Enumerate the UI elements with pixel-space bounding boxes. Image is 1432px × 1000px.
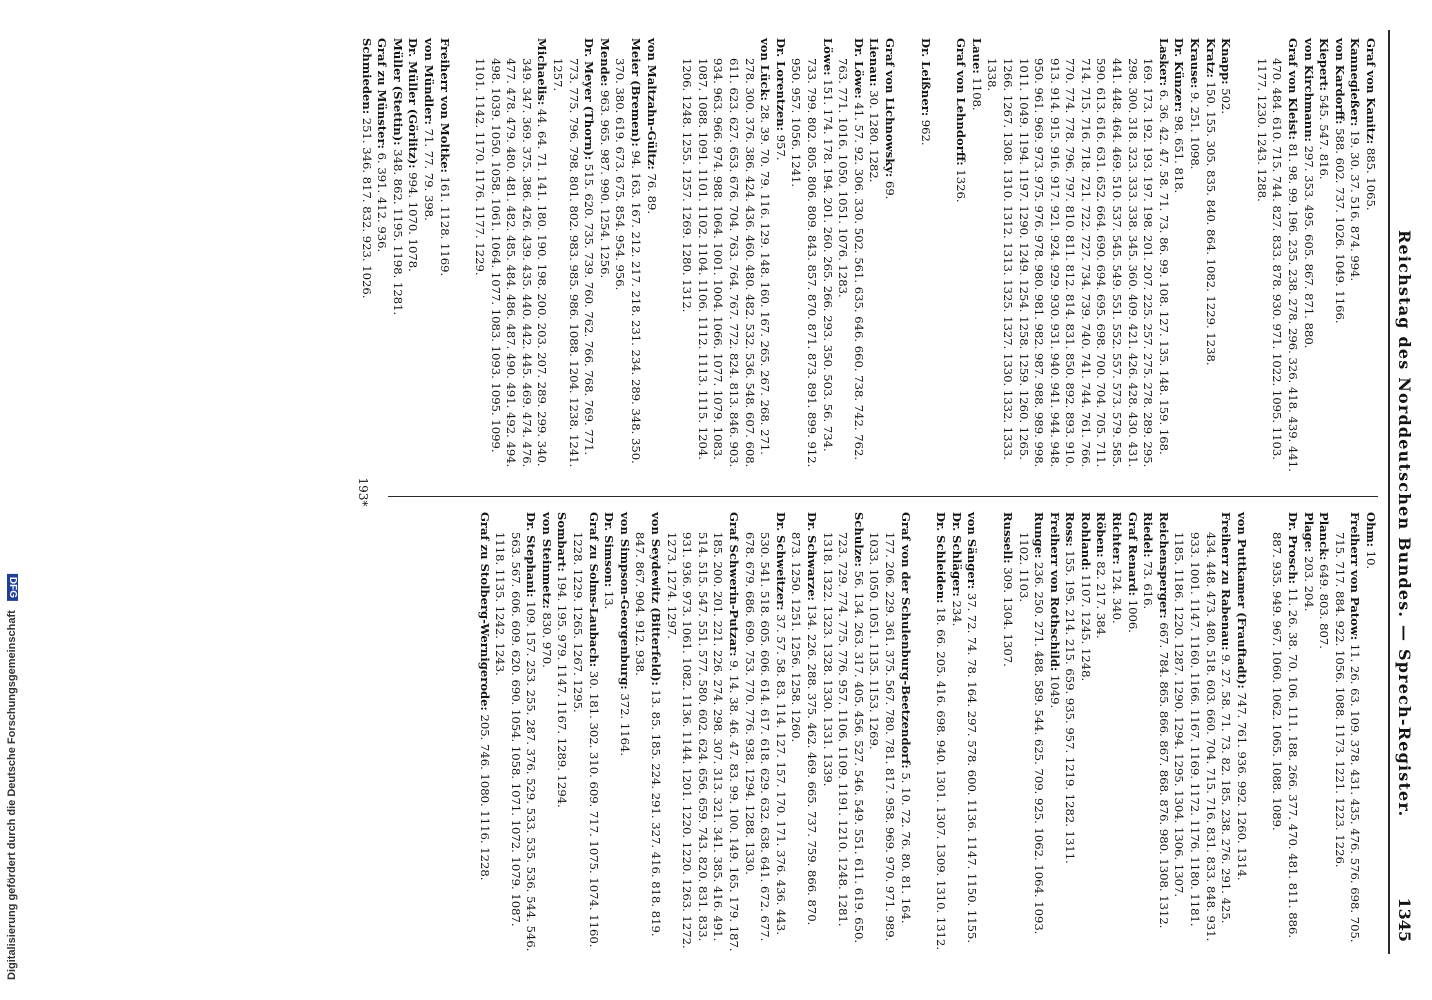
register-entry bbox=[1331, 38, 1347, 478]
speaker-name: von Kardorff: bbox=[1332, 38, 1347, 125]
register-entry bbox=[1362, 38, 1378, 478]
register-entry bbox=[1300, 38, 1316, 478]
page-references: 76. 89. bbox=[644, 173, 659, 215]
speaker-name: Lasker: bbox=[1156, 38, 1171, 86]
speaker-name: Planck: bbox=[1317, 512, 1332, 561]
speaker-name: Röben: bbox=[1094, 512, 1109, 558]
register-entry bbox=[741, 512, 788, 952]
page-references: 309. 1304. 1307. bbox=[1000, 567, 1015, 667]
speaker-name: Richter: bbox=[1110, 512, 1125, 565]
page-references: 11. 26. 63. 109. 378. 431. 435. 476. 576. 698. 705. 715. 717. 884. 922. 1056. 1088. 1173. 1221. 1223. 1226. bbox=[1332, 532, 1363, 943]
page-references: 37. 72. 74. 78. 164. 297. 578. 600. 1136. 1147. 1150. 1155. bbox=[965, 592, 980, 944]
register-entry bbox=[476, 512, 492, 952]
page-references: 251. 346. 817. 832. 923. 1026. bbox=[359, 117, 374, 299]
page-references: 69. bbox=[882, 180, 897, 200]
register-entry bbox=[1316, 38, 1332, 478]
register-entry bbox=[948, 512, 964, 952]
register-entry bbox=[1269, 512, 1300, 952]
page-references: 348. 862. 1195. 1198. 1281. bbox=[390, 149, 405, 316]
register-entry bbox=[917, 38, 933, 478]
speaker-name: Dr. Schläger: bbox=[949, 512, 964, 597]
speaker-name: Dr. Müller (Görlitz): bbox=[406, 38, 421, 169]
page-references: 372. 1164. bbox=[617, 693, 632, 757]
speaker-name: Dr. Lorentzen: bbox=[773, 38, 788, 131]
page-references: 13. 85. 185. 224. 291. 327. 416. 818. 819. 847. 867. 904. 912. 938. bbox=[633, 532, 664, 937]
speaker-name: von Simpson-Georgenburg: bbox=[617, 512, 632, 690]
page-references: 161. 1128. 1169. bbox=[437, 176, 452, 277]
speaker-name: Löwe: bbox=[820, 38, 835, 76]
page-references: 150. 155. 305. 835. 840. 864. 1082. 1229. 1238. bbox=[1203, 81, 1218, 366]
register-entry bbox=[1155, 512, 1171, 952]
speaker-name: von Mündler: bbox=[421, 38, 436, 125]
page-number: 1345 bbox=[1395, 897, 1414, 942]
speaker-name: von Lück: bbox=[758, 38, 773, 101]
register-entry bbox=[492, 512, 539, 952]
register-entry bbox=[999, 512, 1015, 952]
speaker-name: von Kirchmann: bbox=[1301, 38, 1316, 142]
dfg-logo-icon: DFG bbox=[7, 574, 18, 601]
register-entry bbox=[881, 38, 897, 478]
page-references: 81. 98. 99. 196. 235. 238. 278. 296. 326. 418. 439. 441. 470. 484. 610. 715. 744. 827. 833. 878. 930. 971. 1022. 1095. 1103. 1177. 1230. 1243. 1288. bbox=[1254, 58, 1301, 472]
speaker-name: Russell: bbox=[1000, 512, 1015, 564]
register-entry bbox=[1362, 512, 1378, 952]
page-references: 11. 26. 38. 70. 106. 111. 188. 266. 377. 470. 481. 811. 886. 887. 935. 949. 967. 1060. 1062. 1065. 1088. 1089. bbox=[1270, 532, 1301, 939]
page-references: 134. 226. 288. 375. 462. 469. 665. 737. 759. 866. 870. 873. 1250. 1251. 1256. 1258. 1260. bbox=[789, 532, 819, 926]
register-entry bbox=[1015, 512, 1046, 952]
speaker-name: Mende: bbox=[597, 38, 612, 87]
speaker-name: Rohland: bbox=[1078, 512, 1093, 571]
register-entry bbox=[1300, 512, 1316, 952]
page-references: 962. bbox=[918, 119, 933, 146]
speaker-name: von Puttkamer (Frauftadt): bbox=[1234, 512, 1249, 689]
page-references: 234. bbox=[949, 600, 964, 627]
speaker-name: Graf zu Stolberg-Wernigerode: bbox=[477, 512, 492, 711]
register-entry bbox=[866, 512, 913, 952]
speaker-name: Freiherr von Rothschild: bbox=[1047, 512, 1062, 672]
register-entry bbox=[1331, 512, 1362, 952]
speaker-name: Schmieden: bbox=[359, 38, 374, 115]
register-entry bbox=[1093, 512, 1109, 952]
speaker-name: Dr. Meyer (Thorn): bbox=[582, 38, 597, 161]
register-entry bbox=[964, 512, 980, 952]
speaker-name: Kratz: bbox=[1203, 38, 1218, 78]
register-entry bbox=[1062, 512, 1078, 952]
register-entry bbox=[788, 512, 819, 952]
speaker-name: Dr. Simson: bbox=[602, 512, 617, 588]
speaker-name: Knapp: bbox=[1219, 38, 1234, 85]
register-entry bbox=[1233, 512, 1249, 952]
page-references: 109. 157. 253. 255. 287. 376. 529. 533. 535. 536. 544. 546. 563. 567. 606. 609. 620. 690. 1054. 1058. 1071. 1072. 1079. 1087. 1118. 1135. 1242. 1243. bbox=[493, 532, 539, 952]
speaker-name: Graf zu Solms-Laubach: bbox=[586, 512, 601, 668]
register-entry bbox=[788, 38, 835, 478]
speaker-name: von Steinmetz: bbox=[539, 512, 554, 609]
register-entry bbox=[632, 512, 663, 952]
speaker-name: Graf von Lehndorff: bbox=[954, 38, 969, 166]
register-entry bbox=[1316, 512, 1332, 952]
register-entry bbox=[819, 512, 866, 952]
speaker-name: Riedel: bbox=[1141, 512, 1156, 558]
page-references: 545. 547. 816. bbox=[1317, 94, 1332, 180]
register-entry bbox=[984, 38, 1171, 478]
page-references: 71. 77. 79. 398. bbox=[421, 128, 436, 221]
register-entry bbox=[389, 38, 405, 478]
register-entry bbox=[1140, 512, 1156, 952]
speaker-name: Graf von Lichnowsky: bbox=[882, 38, 897, 178]
speaker-name: Dr. Stephani: bbox=[524, 512, 539, 598]
register-entry bbox=[1186, 38, 1202, 478]
speaker-name: Schulze: bbox=[851, 512, 866, 567]
speaker-name: Dr. Schweitzer: bbox=[773, 512, 788, 611]
page-references: 236. 250. 271. 488. 589. 544. 625. 709. 925. 1062. 1064. 1093. 1102. 1103. bbox=[1016, 532, 1047, 935]
speaker-name: Plage: bbox=[1301, 512, 1316, 553]
page-references: 649. 803. 807. bbox=[1317, 564, 1332, 649]
speaker-name: Graf Renard: bbox=[1125, 512, 1140, 596]
register-entry bbox=[596, 38, 612, 478]
register-entry bbox=[1171, 38, 1187, 478]
register-entry bbox=[1253, 38, 1300, 478]
page-references: 205. 746. 1080. 1116. 1228. bbox=[477, 714, 492, 881]
speaker-name: Dr. Löwe: bbox=[851, 38, 866, 99]
page-references: 56. 134. 263. 317. 405. 456. 527. 546. 549. 551. 611. 619. 650. 723. 729. 774. 775. 776. 957. 1106. 1109. 1191. 1210. 1248. 1281. 1318. 1322. 1323. 1328. 1330. 1331. 1339. bbox=[820, 532, 866, 944]
page-references: 41. 57. 92. 306. 330. 502. 561. 635. 646. 660. 738. 742. 762. 763. 771. 1016. 1050. 1051. 1076. 1283. bbox=[836, 58, 866, 461]
register-entry bbox=[538, 512, 554, 952]
sheet-signature: 193* bbox=[356, 477, 370, 507]
page-references: 6. 391. 412. 936. bbox=[375, 152, 390, 253]
register-entry bbox=[612, 38, 643, 478]
page-references: 1107. 1245. 1248. bbox=[1078, 574, 1093, 682]
page-references: 13. bbox=[602, 590, 617, 610]
page-references: 10. bbox=[1364, 550, 1378, 570]
speaker-name: Runge: bbox=[1032, 512, 1047, 559]
speaker-name: Graf von der Schulenburg-Beetzendorf: bbox=[898, 512, 913, 769]
page-references: 6. 36. 42. 47. 58. 71. 73. 86. 99. 108. 127. 135. 148. 159. 168. 169. 173. 192. 193. 197. 198. 201. 207. 225. 257. 275. 278. 289. 295. 298. 300. 318. 323. 333. 338. 345. 360. 409. 421. 426. 428. 430. 431. 441. 448. 464. 469. 510. 537. 545. 549. 551. 552. 557. 573. 579. 585. 590. 613. 616. 631. 652. 664. 690. 694. 695. 698. 700. 704. 705. 711. 714. 715. 716. 718. 721. 722. 727. 734. 739. 740. 741. 744. 761. 766. 770. 774. 778. 796. 797. 810. 811. 812. 814. 831. 850. 892. 893. 910. 913. 914. 915. 916. 917. 921. 924. 929. 930. 931. 940. 941. 944. 948. 950. 961. 969. 973. 975. 976. 978. 980. 981. 982. 987. 988. 989. 998. 1011. 1049. 1194. 1197. 1290. 1249. 1254. 1258. 1259. 1260. 1265. 1266. 1267. 1308. 1310. 1312. 1313. 1325. 1327. 1330. 1332. 1333. 1338. bbox=[985, 58, 1171, 468]
register-entry bbox=[866, 38, 882, 478]
speaker-name: Reichensperger: bbox=[1156, 512, 1171, 619]
speaker-name: Dr. Leißner: bbox=[918, 38, 933, 117]
speaker-name: Kiepert: bbox=[1317, 38, 1332, 92]
register-entry bbox=[554, 512, 570, 952]
register-entry bbox=[616, 512, 632, 952]
register-entry bbox=[436, 38, 452, 478]
register-entry bbox=[772, 38, 788, 478]
register-entry bbox=[1077, 512, 1093, 952]
page-references: 30. 181. 302. 310. 609. 717. 1075. 1074. 1160. 1228. 1229. 1265. 1267. 1295. bbox=[571, 532, 601, 948]
speaker-name: Michaelis: bbox=[535, 38, 550, 106]
register-entry bbox=[374, 38, 390, 478]
page-references: 82. 217. 384. bbox=[1094, 561, 1109, 639]
page-references: 155. 195. 214. 215. 659. 935. 957. 1219. 1282. 1311. bbox=[1063, 550, 1078, 864]
register-entry bbox=[405, 38, 421, 478]
register-entry bbox=[1347, 38, 1363, 478]
speaker-name: Lienau: bbox=[867, 38, 882, 87]
page-references: 28. 39. 70. 79. 116. 129. 148. 160. 167. 265. 267. 268. 271. 278. 300. 376. 386. 424. 436. 460. 480. 482. 532. 536. 548. 607. 608. 611. 623. 627. 653. 676. 704. 763. 764. 767. 772. 824. 813. 846. 903. 934. 963. 966. 974. 988. 1064. 1001. 1004. 1066. 1077. 1079. 1083. 1087. 1088. 1091. 1101. 1102. 1104. 1106. 1112. 1113. 1115. 1204. 1206. 1248. 1255. 1257. 1269. 1280. 1312. bbox=[680, 58, 773, 468]
page-references: 1049. bbox=[1047, 674, 1062, 709]
page-references: 9. 251. 1098. bbox=[1188, 92, 1203, 170]
page-references: 124. 340. bbox=[1110, 568, 1125, 624]
page-references: 9. 14. 38. 46. 47. 83. 99. 100. 149. 165. 179. 187. 185. 200. 201. 221. 226. 274. 298. 307. 313. 321. 341. 385. 416. 491. 514. 515. 547. 551. 577. 580. 602. 624. 656. 659. 743. 820. 831. 833. 931. 936. 973. 1061. 1082. 1136. 1144. 1201. 1220. 1220. 1263. 1272. 1273. 1274. 1297. bbox=[664, 532, 742, 952]
digitization-note-text: Digitalisierung gefördert durch die Deutsche Forschungsgemeinschaft bbox=[6, 610, 18, 980]
speaker-name: von Maltzahn-Gültz: bbox=[644, 38, 659, 170]
page-references: 18. 66. 205. 416. 698. 940. 1301. 1307. 1309. 1310. 1312. bbox=[934, 607, 949, 951]
page-references: 1006. bbox=[1125, 599, 1140, 633]
page-references: 747. 761. 936. 992. 1260. 1314. bbox=[1234, 692, 1249, 881]
register-columns bbox=[68, 30, 1378, 954]
register-entry bbox=[968, 38, 984, 478]
register-entry bbox=[570, 512, 601, 952]
speaker-name: Graf von Kanitz: bbox=[1364, 38, 1378, 145]
page-references: 9. 27. 58. 71. 73. 82. 185. 238. 276. 291. 425. 434. 448. 473. 480. 518. 603. 660. 704. 715. 716. 831. 833. 848. 931. 933. 1001. 1147. 1160. 1166. 1167. 1169. 1172. 1176. 1180. 1181. 1185. 1186. 1220. 1287. 1290. 1294. 1295. 1304. 1306. 1307. bbox=[1172, 532, 1234, 942]
register-entry bbox=[1171, 512, 1233, 952]
page-references: 502. bbox=[1219, 88, 1234, 115]
page-references: 885. 1065. bbox=[1364, 147, 1378, 211]
page-references: 515. 620. 735. 739. 760. 762. 766. 768. 769. 771. 773. 775. 796. 798. 801. 802. 983. 985. 986. 1088. 1204. 1238. 1241. 1257. bbox=[551, 58, 597, 468]
register-entry bbox=[1046, 512, 1062, 952]
page-references: 98. 651. 818. bbox=[1172, 115, 1187, 194]
speaker-name: Freiherr von Moltke: bbox=[437, 38, 452, 173]
register-entry bbox=[550, 38, 597, 478]
register-entry bbox=[420, 38, 436, 478]
register-entry bbox=[472, 38, 550, 478]
speaker-name: Dr. Künzer: bbox=[1172, 38, 1187, 113]
speaker-name: Krause: bbox=[1188, 38, 1203, 89]
speaker-name: Dr. Schwarze: bbox=[805, 512, 819, 601]
column-divider bbox=[388, 496, 1378, 497]
speaker-name: Dr. Schleiden: bbox=[934, 512, 949, 604]
page-references: 957. bbox=[773, 134, 788, 161]
page-references: 1108. bbox=[969, 77, 984, 111]
speaker-name: Meier (Bremen): bbox=[629, 38, 644, 147]
register-entry bbox=[643, 38, 659, 478]
register-entry bbox=[663, 512, 741, 952]
page-references: 5. 10. 72. 76. 80. 81. 164. 177. 206. 229. 361. 375. 567. 780. 781. 817. 958. 969. 970. 971. 989. 1033. 1050. 1051. 1135. 1153. 1269. bbox=[867, 532, 913, 942]
page-header bbox=[1388, 30, 1418, 954]
speaker-name: Graf zu Münster: bbox=[375, 38, 390, 149]
speaker-name: von Seydewitz (Bitterfeld): bbox=[649, 512, 664, 686]
digitization-note bbox=[6, 340, 18, 980]
page-references: 830. 970. bbox=[539, 612, 554, 668]
right-column bbox=[476, 512, 1378, 952]
speaker-name: Ross: bbox=[1063, 512, 1078, 547]
register-entry bbox=[953, 38, 969, 478]
speaker-name: Sombart: bbox=[555, 512, 570, 572]
page-references: 203. 204. bbox=[1301, 556, 1316, 612]
page-references: 1326. bbox=[954, 169, 969, 203]
page-references: 588. 602. 737. 1026. 1049. 1166. bbox=[1332, 128, 1347, 324]
speaker-name: Dr. Prosch: bbox=[1286, 512, 1301, 585]
page-references: 37. 57. 58. 83. 114. 127. 157. 170. 171. 376. 436. 443. 530. 541. 518. 605. 606. 614. 617. 618. 629. 632. 638. 641. 672. 677. 678. 679. 686. 690. 753. 770. 776. 938. 1294. 1288. 1330. bbox=[742, 532, 788, 942]
register-entry bbox=[835, 38, 866, 478]
speaker-name: Freiherr zu Rabenau: bbox=[1219, 512, 1234, 651]
register-entry bbox=[601, 512, 617, 952]
speaker-name: Müller (Stettin): bbox=[390, 38, 405, 146]
page-references: 73. 616. bbox=[1141, 561, 1156, 610]
register-entry bbox=[679, 38, 773, 478]
page-references: 994. 1070. 1078. bbox=[406, 172, 421, 272]
page-references: 44. 64. 71. 141. 180. 190. 198. 200. 203. 207. 289. 299. 340. 349. 347. 369. 375. 386. 426. 439. 435. 440. 442. 445. 469. 474. 476. 477. 478. 479. 480. 481. 482. 485. 484. 486. 487. 490. 491. 492. 494. 498. 1039. 1050. 1058. 1061. 1064. 1077. 1083. 1093. 1095. 1099. 1101. 1142. 1170. 1176. 1177. 1229. bbox=[473, 58, 550, 468]
speaker-name: Kannegießer: bbox=[1348, 38, 1363, 127]
register-entry bbox=[1202, 38, 1218, 478]
register-entry bbox=[1218, 38, 1234, 478]
speaker-name: von Sänger: bbox=[965, 512, 980, 590]
page-title: Reichstag des Norddeutschen Bundes. — Sprech-Register. bbox=[1395, 230, 1414, 818]
page-references: 963. 965. 987. 990. 1254. 1256. bbox=[597, 90, 612, 279]
speaker-name: Laue: bbox=[969, 38, 984, 74]
register-entry bbox=[1124, 512, 1140, 952]
page-references: 30. 1280. 1282. bbox=[867, 90, 882, 183]
page-references: 297. 353. 495. 605. 867. 871. 880. bbox=[1301, 145, 1316, 349]
register-entry bbox=[933, 512, 949, 952]
speaker-name: Freiherr von Patow: bbox=[1348, 512, 1363, 641]
page-references: 94. 163. 167. 212. 217. 218. 231. 234. 289. 348. 350. 370. 380. 619. 673. 675. 854. 954. 956. bbox=[613, 58, 644, 464]
left-column bbox=[358, 38, 1378, 478]
page-references: 151. 174. 178. 194. 201. 260. 265. 266. 293. 350. 503. 56. 734. 733. 799. 802. 805. 806. 809. 843. 857. 870. 871. 873. 891. 899. 912. 950. 957. 1056. 1241. bbox=[789, 58, 835, 468]
speaker-name: Graf von Kleist: bbox=[1286, 38, 1301, 140]
speaker-name: Ohm: bbox=[1364, 512, 1378, 548]
register-entry bbox=[1109, 512, 1125, 952]
speaker-name: Graf Schwerin-Putzar: bbox=[727, 512, 742, 657]
page-references: 19. 30. 37. 516. 874. 994. bbox=[1348, 129, 1363, 282]
page-references: 667. 784. 865. 866. 867. 868. 876. 980. 1308. 1312. bbox=[1156, 622, 1171, 929]
page-references: 194. 195. 979. 1147. 1167. 1289. 1294. bbox=[555, 575, 570, 808]
